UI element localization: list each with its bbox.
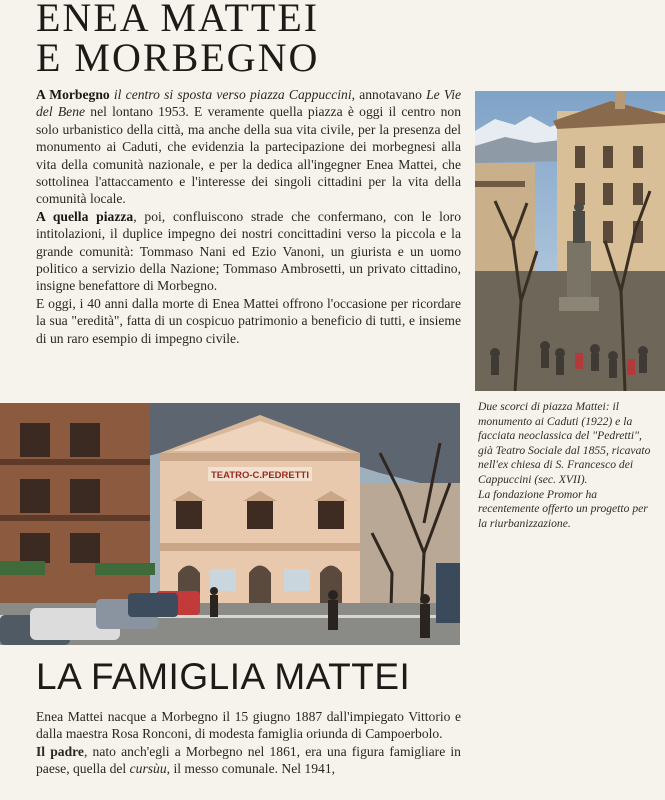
monument-photo [475,91,665,391]
family-text [36,708,461,778]
intro-paragraph-3: E oggi, i 40 anni dalla morte di Enea Mattei offrono l'occasione per ricordare la sua "eredità", fatta di un cospicuo patrimonio a beneficio di tutti, e insieme di un raro esempio di impegno civile. [36,295,461,346]
section-title: LA FAMIGLIA MATTEI [36,656,411,697]
caption-note: La fondazione Promor ha recentemente offerto un progetto per la riurbanizzazione. [478,487,648,530]
lead-in: A quella piazza [36,208,134,224]
intro-paragraph-1 [36,86,461,208]
dialect-term: cursùu [129,761,167,777]
photo-caption [478,400,658,531]
text-run: , il messo comunale. Nel 1941, [166,761,336,777]
text-run: , nato anch'egli a Morbegno nel 1861, era una figura famigliare in paese, quella del [36,743,461,777]
theatre-sign: TEATRO-C.PEDRETTI [211,470,309,481]
lead-in: Il padre [36,743,84,759]
theatre-photo [0,403,460,645]
quote: il centro si sposta verso piazza Cappuccini, [113,87,355,102]
source-title: Le Vie del Bene [36,87,462,120]
text-run: , poi, confluiscono strade che confermano, con le loro intitolazioni, il duplice impegno dei nostri concittadini verso la piccola e la grande comunità: Tommaso Nani ed Ezio Vanoni, un giurista e un uomo politico a servizio della Nazione; Tommaso Ambrosetti, un privato cittadino, insigne benefattore di Morbegno. [36,208,461,294]
text-run: nel lontano 1953. E veramente quella piazza è oggi il centro non solo urbanistico della città, ma anche della sua vita civile, per la presenza del monumento ai Caduti, che evidenzia la partecipazione dei morbegnesi alla vita della comunità nazionale, e per la dedica all'ingegner Enea Mattei, che sottolinea l'attaccamento e l'interesse dei singoli cittadini per la vita della comunità locale. [36,104,461,207]
intro-text [36,86,461,347]
article-title-line-2: E MORBEGNO [36,35,320,80]
lead-in: A Morbegno [36,87,110,102]
family-paragraph-2 [36,743,461,778]
article-title-line-1: ENEA MATTEI [36,0,320,40]
text-run: annotavano [359,87,422,102]
family-paragraph-1: Enea Mattei nacque a Morbegno il 15 giugno 1887 dall'impiegato Vittorio e dalla maestra Rosa Ronconi, di modesta famiglia oriunda di Campoerbolo. [36,709,461,742]
intro-paragraph-2 [36,208,461,295]
caption-text: Due scorci di piazza Mattei: il monumento ai Caduti (1922) e la facciata neoclassica del "Pedretti", già Teatro Sociale dal 1855, ricavato nell'ex chiesa di S. Francesco dei Cappuccini (sec. XVII). [478,400,651,486]
